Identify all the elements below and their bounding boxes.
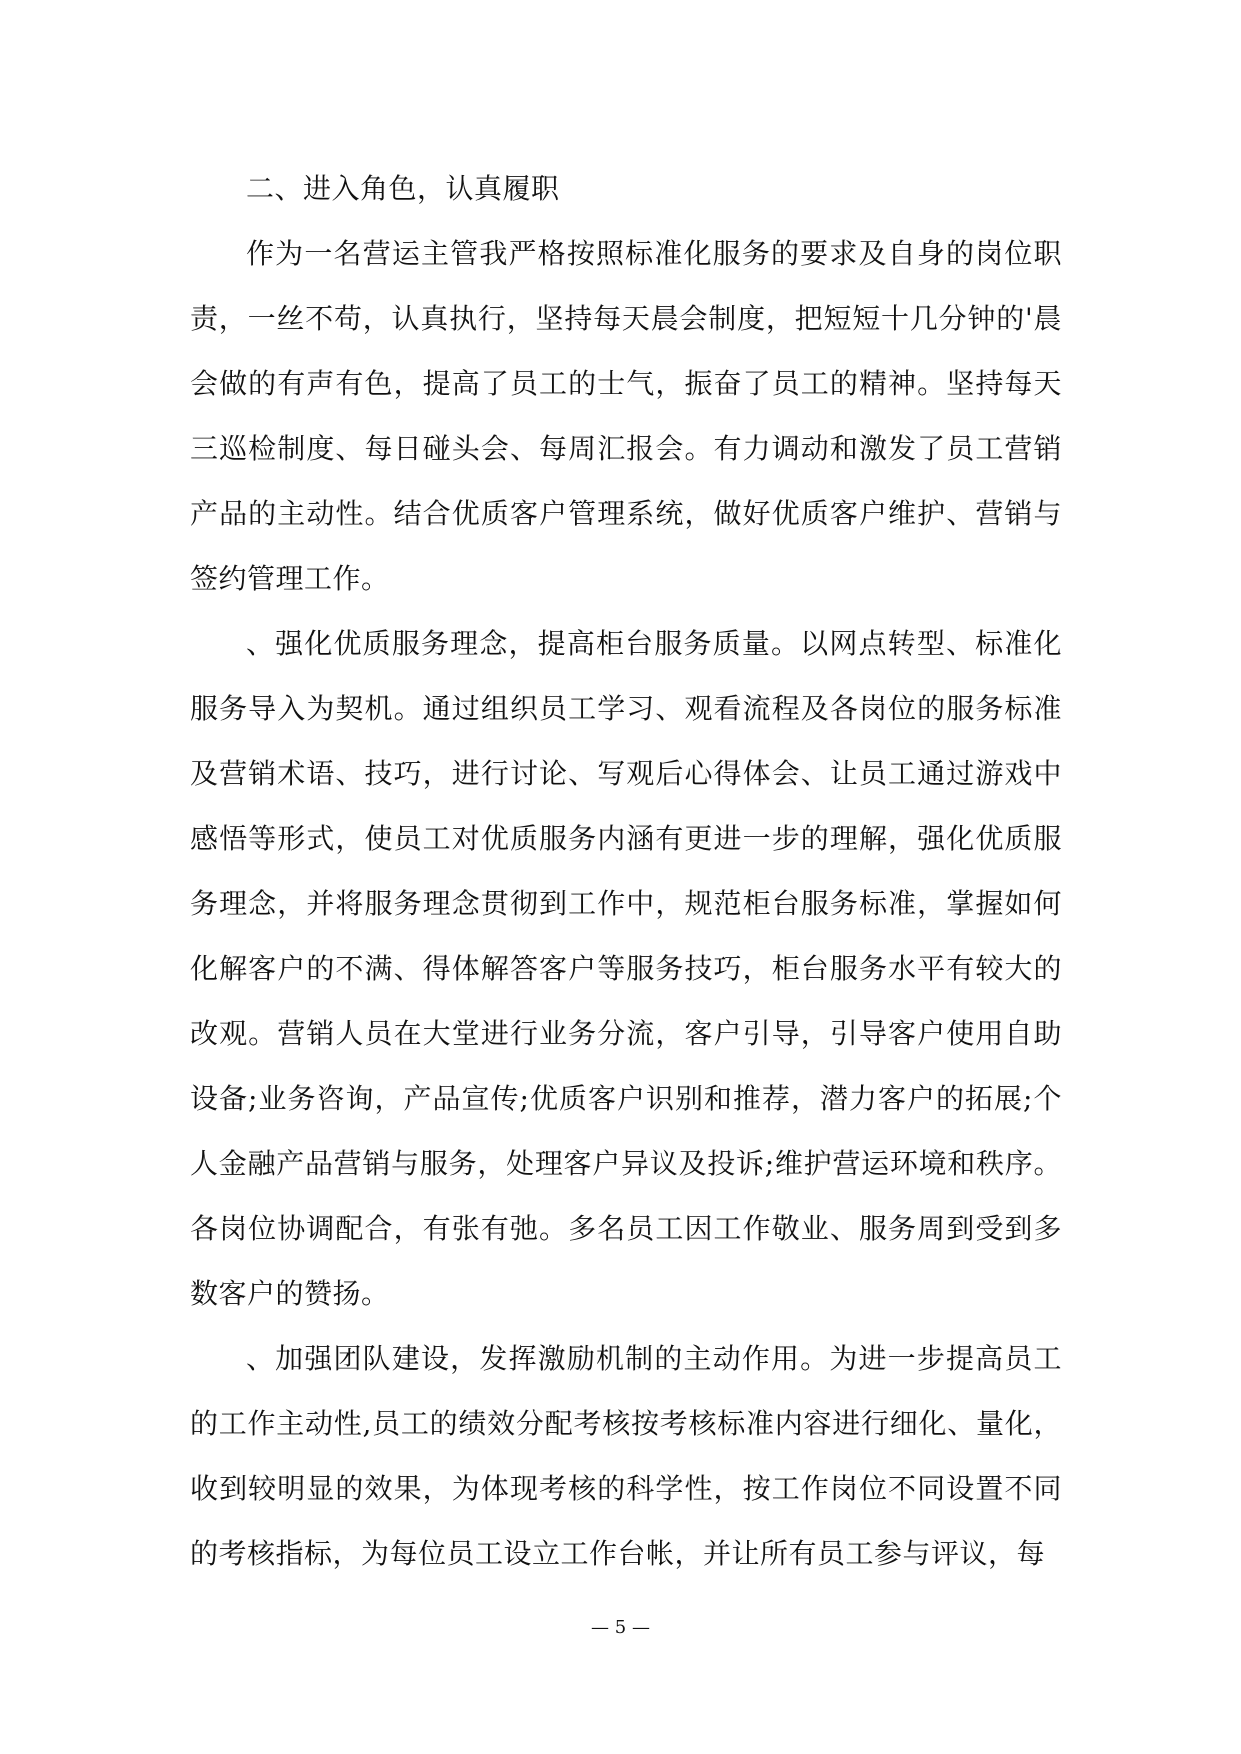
section-heading: 二、进入角色，认真履职: [246, 172, 560, 205]
paragraph-service-quality: 、强化优质服务理念，提高柜台服务质量。以网点转型、标准化服务导入为契机。通过组织员工学习、观看流程及各岗位的服务标准及营销术语、技巧，进行讨论、写观后心得体会、让员工通过游戏中感悟等形式，使员工对优质服务内涵有更进一步的理解，强化优质服务理念，并将服务理念贯彻到工作中，规范柜台服务标准，掌握如何化解客户的不满、得体解答客户等服务技巧，柜台服务水平有较大的改观。营销人员在大堂进行业务分流，客户引导，引导客户使用自助设备;业务咨询，产品宣传;优质客户识别和推荐，潜力客户的拓展;个人金融产品营销与服务，处理客户异议及投诉;维护营运环境和秩序。各岗位协调配合，有张有弛。多名员工因工作敬业、服务周到受到多数客户的赞扬。: [190, 627, 1062, 1310]
paragraph-duties: 作为一名营运主管我严格按照标准化服务的要求及自身的岗位职责，一丝不苟，认真执行，坚持每天晨会制度，把短短十几分钟的'晨会做的有声有色，提高了员工的士气，振奋了员工的精神。坚持每天三巡检制度、每日碰头会、每周汇报会。有力调动和激发了员工营销产品的主动性。结合优质客户管理系统，做好优质客户维护、营销与签约管理工作。: [190, 237, 1062, 595]
document-body: [190, 156, 1062, 1586]
paragraph-team-building: 、加强团队建设，发挥激励机制的主动作用。为进一步提高员工的工作主动性,员工的绩效分配考核按考核标准内容进行细化、量化，收到较明显的效果，为体现考核的科学性，按工作岗位不同设置不同的考核指标，为每位员工设立工作台帐，并让所有员工参与评议，每: [190, 1342, 1062, 1570]
page-number: — 5 —: [591, 1617, 650, 1638]
